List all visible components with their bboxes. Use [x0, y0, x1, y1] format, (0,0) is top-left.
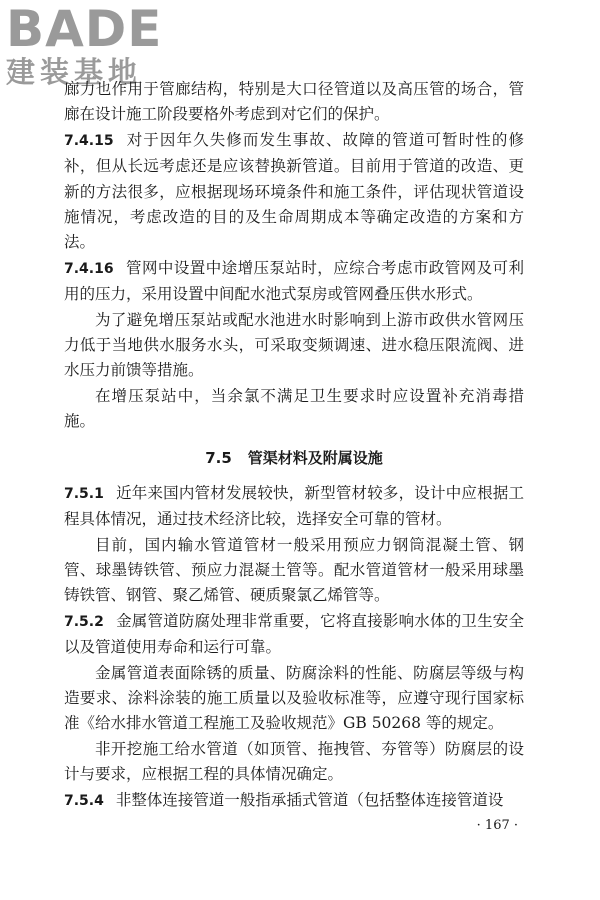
clause-7-5-4: 7.5.4 非整体连接管道一般指承插式管道（包括整体连接管道设 — [64, 790, 504, 809]
paragraph: 目前，国内输水管道管材一般采用预应力钢筒混凝土管、钢管、球墨铸铁管、预应力混凝土管等。配水管道管材一般采用球墨铸铁管、钢管、聚乙烯管、硬质聚氯乙烯管等。 — [64, 535, 524, 605]
paragraph: 廊力也作用于管廊结构，特别是大口径管道以及高压管的场合，管廊在设计施工阶段要格外考虑到对它们的保护。 — [64, 80, 524, 124]
clause-7-4-16: 7.4.16 管网中设置中途增压泵站时，应综合考虑市政管网及可利用的压力，采用设置中间配水池式泵房或管网叠压供水形式。 — [64, 258, 524, 304]
logo-subtitle: 建装基地 — [6, 55, 143, 89]
paragraph: 非开挖施工给水管道（如顶管、拖拽管、夯管等）防腐层的设计与要求，应根据工程的具体情况确定。 — [64, 739, 524, 784]
clause-7-5-2: 7.5.2 金属管道防腐处理非常重要，它将直接影响水体的卫生安全以及管道使用寿命和运行可靠。 — [64, 611, 524, 657]
paragraph: 为了避免增压泵站或配水池进水时影响到上游市政供水管网压力低于当地供水服务水头，可采取变频调速、进水稳压限流阀、进水压力前馈等措施。 — [64, 310, 524, 380]
paragraph: 在增压泵站中，当余氯不满足卫生要求时应设置补充消毒措施。 — [64, 386, 524, 431]
clause-7-5-1: 7.5.1 近年来国内管材发展较快，新型管材较多，设计中应根据工程具体情况，通过技术经济比较，选择安全可靠的管材。 — [64, 483, 524, 529]
logo-wordmark: BADE — [6, 0, 163, 58]
paragraph: 金属管道表面除锈的质量、防腐涂料的性能、防腐层等级与构造要求、涂料涂装的施工质量以及验收标准等，应遵守现行国家标准《给水排水管道工程施工及验收规范》GB 50268 等的规定。 — [64, 663, 524, 733]
page-number: · 167 · — [476, 818, 518, 833]
section-heading — [64, 445, 524, 471]
document-body — [64, 77, 524, 814]
clause-number: 7.4.15 — [64, 132, 114, 149]
clause-number: 7.5.1 — [64, 485, 104, 502]
clause-number: 7.4.16 — [64, 260, 114, 277]
clause-number: 7.5.2 — [64, 613, 104, 630]
clause-number: 7.5.4 — [64, 792, 104, 809]
clause-7-4-15: 7.4.15 对于因年久失修而发生事故、故障的管道可暂时性的修补，但从长远考虑还是应该替换新管道。目前用于管道的改造、更新的方法很多，应根据现场环境条件和施工条件，评估现状管道设施情况，考虑改造的目的及生命周期成本等确定改造的方案和方法。 — [64, 130, 524, 252]
section-number: 7.5 — [205, 448, 232, 467]
section-title: 管渠材料及附属设施 — [247, 448, 383, 467]
